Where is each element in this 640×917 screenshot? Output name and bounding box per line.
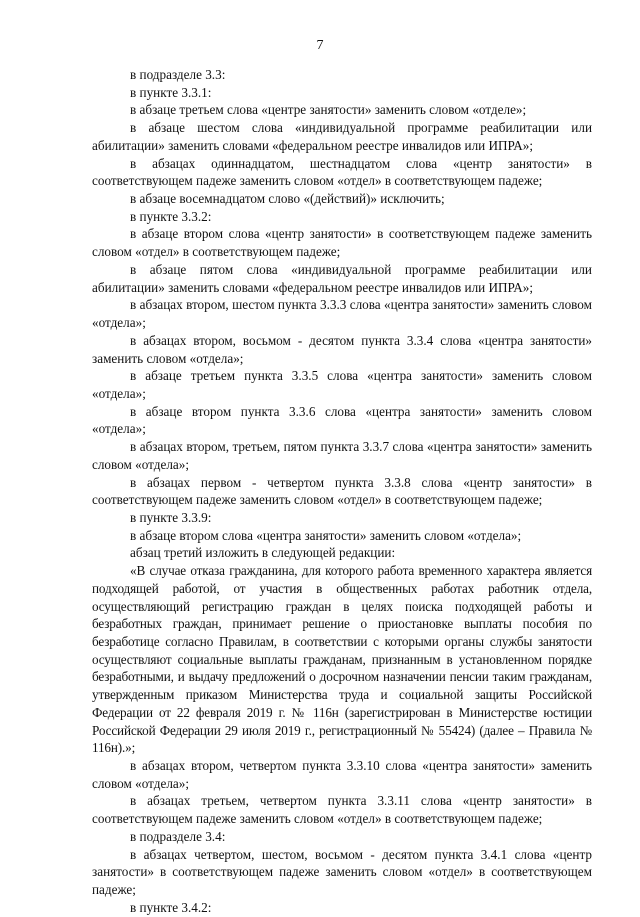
quoted-amendment-text: «В случае отказа гражданина, для которого работа временного характера является подходящей работой, от участия в общественных работах работник отдела, осуществляющий регистрацию граждан в целях поиска подходящей работы и безработных граждан, принимает решение о приостановке выплаты пособия по безработице согласно Правилам, в соответствии с которыми органы службы занятости осуществляют социальные выплаты гражданам, признанным в установленном порядке безработными, и выдачу предложений о досрочном назначении пенсии таким гражданам, утвержденным приказом Министерства труда и социальной защиты Российской Федерации от 22 февраля 2019 г. № 116н (зарегистрирован в Министерстве юстиции Российской Федерации 29 июля 2019 г., регистрационный № 55424) (далее – Правила № 116н).»;	[92, 563, 592, 756]
document-body	[92, 66, 592, 917]
paragraph: в абзаце втором слова «центра занятости» заменить словом «отдела»;	[130, 527, 522, 543]
paragraph: в абзацах четвертом, шестом, восьмом - десятом пункта 3.4.1 слова «центр занятости» в соответствующем падеже заменить словом «отдел» в соответствующем падеже;	[92, 846, 592, 898]
paragraph: в абзаце пятом слова «индивидуальной программе реабилитации или абилитации» заменить словами «федеральном реестре инвалидов или ИПРА»;	[92, 261, 592, 295]
paragraph: в пункте 3.3.2:	[130, 208, 212, 224]
paragraph: в абзацах втором, шестом пункта 3.3.3 слова «центра занятости» заменить словом «отдела»;	[92, 297, 592, 331]
paragraph: в абзаце шестом слова «индивидуальной программе реабилитации или абилитации» заменить словами «федеральном реестре инвалидов или ИПРА»;	[92, 120, 592, 153]
paragraph: в подразделе 3.4:	[130, 828, 226, 844]
paragraph: в абзаце втором слова «центр занятости» в соответствующем падеже заменить словом «отдел» в соответствующем падеже;	[92, 226, 592, 260]
paragraph: в пункте 3.3.9:	[130, 509, 212, 525]
paragraph: в абзацах втором, третьем, пятом пункта 3.3.7 слова «центра занятости» заменить словом «отдела»;	[92, 439, 592, 472]
paragraph: в абзаце третьем пункта 3.3.5 слова «центра занятости» заменить словом «отдела»;	[92, 368, 592, 401]
paragraph: в пункте 3.4.2:	[130, 899, 212, 915]
paragraph: в пункте 3.3.1:	[130, 84, 212, 100]
paragraph: абзац третий изложить в следующей редакции:	[130, 545, 396, 561]
paragraph: в абзаце втором пункта 3.3.6 слова «центра занятости» заменить словом «отдела»;	[92, 403, 592, 437]
paragraph: в абзацах втором, четвертом пункта 3.3.10 слова «центра занятости» заменить словом «отдела»;	[92, 758, 592, 791]
paragraph: в абзаце восемнадцатом слово «(действий)» исключить;	[130, 191, 445, 207]
paragraph: в абзацах втором, восьмом - десятом пункта 3.3.4 слова «центра занятости» заменить словом «отдела»;	[92, 332, 592, 366]
paragraph: в абзацах одиннадцатом, шестнадцатом слова «центр занятости» в соответствующем падеже заменить словом «отдел» в соответствующем падеже;	[92, 155, 592, 189]
page-number: 7	[316, 38, 324, 53]
paragraph: в подразделе 3.3:	[130, 67, 226, 82]
paragraph: в абзацах третьем, четвертом пункта 3.3.11 слова «центр занятости» в соответствующем падеже заменить словом «отдел» в соответствующем падеже;	[92, 793, 592, 827]
paragraph: в абзаце третьем слова «центре занятости» заменить словом «отделе»;	[130, 102, 527, 118]
paragraph: в абзацах первом - четвертом пункта 3.3.8 слова «центр занятости» в соответствующем падеже заменить словом «отдел» в соответствующем падеже;	[92, 474, 592, 508]
